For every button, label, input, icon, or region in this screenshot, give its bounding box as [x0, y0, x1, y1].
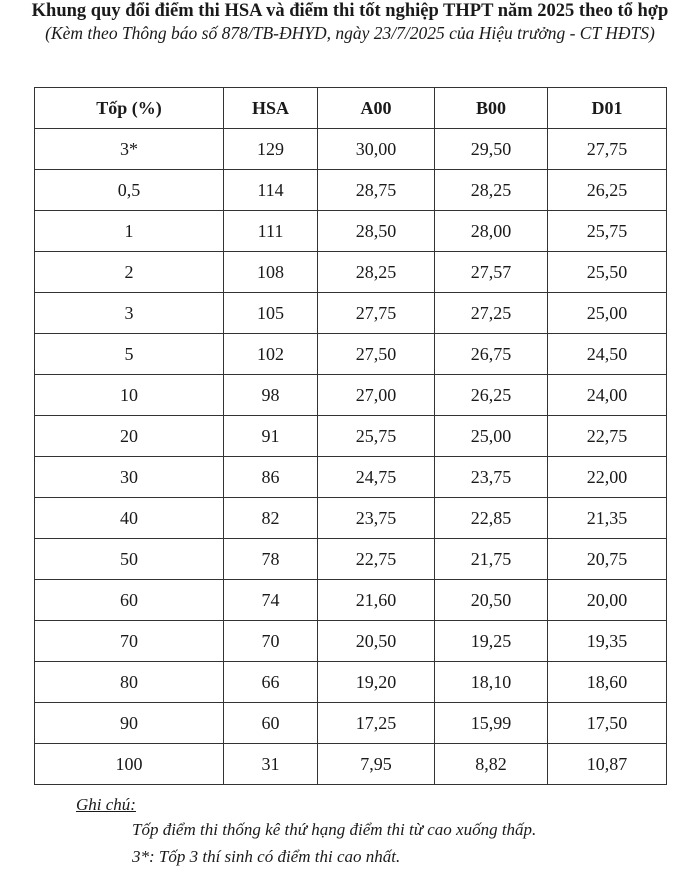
cell-d01: 18,60 [548, 662, 667, 703]
cell-b00: 8,82 [435, 744, 548, 785]
cell-hsa: 31 [224, 744, 318, 785]
cell-top-percent: 60 [35, 580, 224, 621]
cell-b00: 27,25 [435, 293, 548, 334]
cell-b00: 21,75 [435, 539, 548, 580]
table-row [35, 580, 667, 621]
document-subtitle: (Kèm theo Thông báo số 878/TB-ĐHYD, ngày 23/7/2025 của Hiệu trưởng - CT HĐTS) [45, 23, 655, 43]
cell-hsa: 60 [224, 703, 318, 744]
cell-d01: 20,00 [548, 580, 667, 621]
cell-top-percent: 3 [35, 293, 224, 334]
column-header-a00: A00 [318, 88, 435, 129]
cell-d01: 22,00 [548, 457, 667, 498]
cell-top-percent: 2 [35, 252, 224, 293]
table-row [35, 457, 667, 498]
table-row [35, 129, 667, 170]
cell-a00: 25,75 [318, 416, 435, 457]
cell-a00: 30,00 [318, 129, 435, 170]
cell-d01: 10,87 [548, 744, 667, 785]
cell-d01: 17,50 [548, 703, 667, 744]
cell-a00: 19,20 [318, 662, 435, 703]
cell-b00: 20,50 [435, 580, 548, 621]
cell-b00: 18,10 [435, 662, 548, 703]
cell-b00: 28,25 [435, 170, 548, 211]
cell-a00: 28,75 [318, 170, 435, 211]
cell-d01: 25,75 [548, 211, 667, 252]
cell-d01: 21,35 [548, 498, 667, 539]
cell-top-percent: 40 [35, 498, 224, 539]
cell-hsa: 78 [224, 539, 318, 580]
table-row [35, 293, 667, 334]
cell-top-percent: 80 [35, 662, 224, 703]
cell-top-percent: 20 [35, 416, 224, 457]
cell-a00: 27,75 [318, 293, 435, 334]
cell-hsa: 66 [224, 662, 318, 703]
cell-b00: 26,25 [435, 375, 548, 416]
cell-top-percent: 90 [35, 703, 224, 744]
cell-a00: 27,00 [318, 375, 435, 416]
cell-d01: 26,25 [548, 170, 667, 211]
cell-hsa: 129 [224, 129, 318, 170]
cell-top-percent: 10 [35, 375, 224, 416]
cell-d01: 25,50 [548, 252, 667, 293]
notes-heading: Ghi chú: [76, 795, 136, 814]
table-row [35, 252, 667, 293]
cell-hsa: 74 [224, 580, 318, 621]
cell-b00: 29,50 [435, 129, 548, 170]
score-conversion-table [34, 87, 667, 785]
cell-a00: 23,75 [318, 498, 435, 539]
cell-hsa: 114 [224, 170, 318, 211]
cell-hsa: 70 [224, 621, 318, 662]
cell-top-percent: 5 [35, 334, 224, 375]
cell-d01: 22,75 [548, 416, 667, 457]
cell-a00: 28,50 [318, 211, 435, 252]
table-row [35, 211, 667, 252]
cell-a00: 27,50 [318, 334, 435, 375]
table-row [35, 375, 667, 416]
cell-d01: 20,75 [548, 539, 667, 580]
cell-b00: 26,75 [435, 334, 548, 375]
cell-top-percent: 50 [35, 539, 224, 580]
cell-b00: 22,85 [435, 498, 548, 539]
cell-d01: 25,00 [548, 293, 667, 334]
table-row [35, 170, 667, 211]
cell-hsa: 82 [224, 498, 318, 539]
note-line: Tốp điểm thi thống kê thứ hạng điểm thi từ cao xuống thấp. [132, 820, 537, 839]
column-header-b00: B00 [435, 88, 548, 129]
table-row [35, 334, 667, 375]
table-row [35, 498, 667, 539]
cell-a00: 21,60 [318, 580, 435, 621]
table-header-row [35, 88, 667, 129]
cell-hsa: 86 [224, 457, 318, 498]
cell-b00: 19,25 [435, 621, 548, 662]
cell-d01: 27,75 [548, 129, 667, 170]
cell-hsa: 91 [224, 416, 318, 457]
cell-b00: 23,75 [435, 457, 548, 498]
cell-d01: 24,00 [548, 375, 667, 416]
cell-b00: 28,00 [435, 211, 548, 252]
column-header-top-percent: Tốp (%) [35, 88, 224, 129]
cell-b00: 15,99 [435, 703, 548, 744]
cell-d01: 19,35 [548, 621, 667, 662]
cell-hsa: 98 [224, 375, 318, 416]
cell-a00: 22,75 [318, 539, 435, 580]
table-row [35, 703, 667, 744]
cell-hsa: 102 [224, 334, 318, 375]
cell-b00: 25,00 [435, 416, 548, 457]
note-line: 3*: Tốp 3 thí sinh có điểm thi cao nhất. [132, 847, 401, 866]
cell-a00: 24,75 [318, 457, 435, 498]
document-title: Khung quy đổi điểm thi HSA và điểm thi tốt nghiệp THPT năm 2025 theo tổ hợp [31, 1, 669, 21]
cell-a00: 17,25 [318, 703, 435, 744]
table-row [35, 539, 667, 580]
table-body [35, 129, 667, 785]
cell-hsa: 108 [224, 252, 318, 293]
cell-d01: 24,50 [548, 334, 667, 375]
table-row [35, 662, 667, 703]
cell-hsa: 105 [224, 293, 318, 334]
table-row [35, 744, 667, 785]
column-header-d01: D01 [548, 88, 667, 129]
cell-top-percent: 100 [35, 744, 224, 785]
cell-hsa: 111 [224, 211, 318, 252]
cell-a00: 7,95 [318, 744, 435, 785]
cell-top-percent: 0,5 [35, 170, 224, 211]
cell-top-percent: 3* [35, 129, 224, 170]
cell-top-percent: 30 [35, 457, 224, 498]
cell-a00: 28,25 [318, 252, 435, 293]
cell-a00: 20,50 [318, 621, 435, 662]
cell-top-percent: 70 [35, 621, 224, 662]
cell-b00: 27,57 [435, 252, 548, 293]
cell-top-percent: 1 [35, 211, 224, 252]
table-row [35, 416, 667, 457]
column-header-hsa: HSA [224, 88, 318, 129]
table-row [35, 621, 667, 662]
